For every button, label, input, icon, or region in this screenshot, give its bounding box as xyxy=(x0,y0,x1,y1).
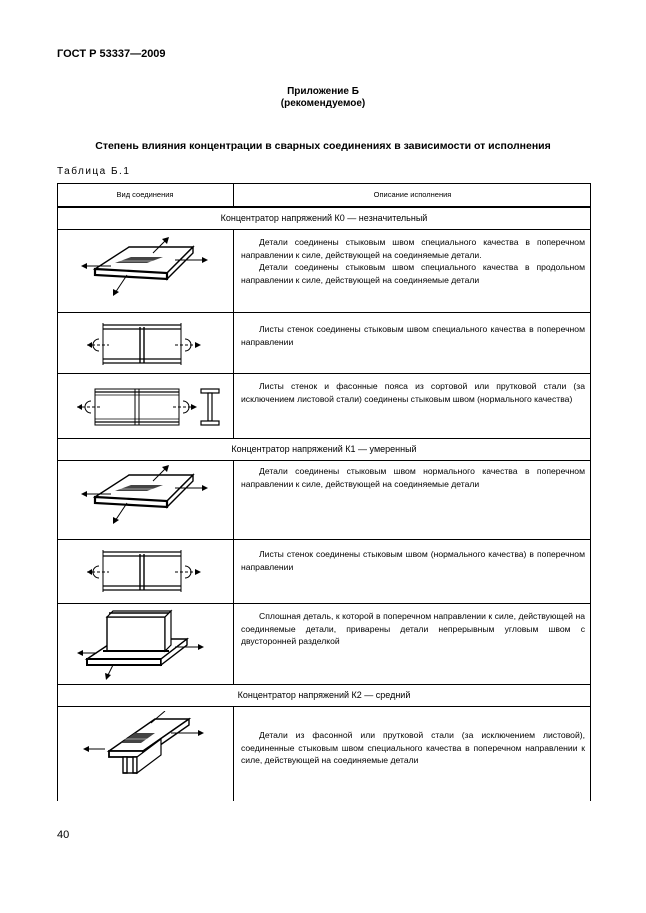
description-k2-1 xyxy=(241,729,585,767)
profile-butt-weld-icon xyxy=(79,711,219,806)
appendix-title: Приложение Б xyxy=(287,86,359,97)
description-paragraph: Листы стенок соединены стыковым швом специального качества в поперечном направлении xyxy=(241,324,585,347)
web-plate-butt-weld-icon xyxy=(73,319,213,374)
description-k1-3 xyxy=(241,610,585,648)
table-label: Таблица Б.1 xyxy=(57,166,131,177)
fillet-weld-plate-icon xyxy=(77,607,217,688)
description-k1-2 xyxy=(241,548,585,573)
description-paragraph: Листы стенок соединены стыковым швом (нормального качества) в поперечном направлении xyxy=(241,549,585,572)
description-paragraph: Детали соединены стыковым швом специального качества в продольном направлении к силе, действующей на соединяемые детали xyxy=(241,262,585,285)
description-paragraph: Детали из фасонной или прутковой стали (за исключением листовой), соединенные стыковым швом специального качества в поперечном направлении к силе, действующей на соединяемые детали xyxy=(241,730,585,765)
description-paragraph: Сплошная деталь, к которой в поперечном направлении к силе, действующей на соединяемые детали, приварены детали непрерывным угловым швом с двусторонней разделкой xyxy=(241,611,585,646)
description-paragraph: Листы стенок и фасонные пояса из сортовой или прутковой стали (за исключением листовой стали) соединены стыковым швом (нормального качества) xyxy=(241,381,585,404)
section-title-k1: Концентратор напряжений К1 — умеренный xyxy=(231,444,417,454)
description-k0-1 xyxy=(241,236,585,286)
joint-table xyxy=(57,183,591,801)
description-k0-3 xyxy=(241,380,585,405)
appendix-status: (рекомендуемое) xyxy=(280,98,366,109)
description-k1-1 xyxy=(241,465,585,490)
web-plate-butt-weld-icon xyxy=(73,546,213,601)
butt-weld-plate-icon xyxy=(75,235,215,312)
document-title: Степень влияния концентрации в сварных соединениях в зависимости от исполнения xyxy=(95,140,551,152)
description-k0-2 xyxy=(241,323,585,348)
description-paragraph: Детали соединены стыковым швом нормального качества в поперечном направлении к силе, действующей на соединяемые детали xyxy=(241,466,585,489)
section-title-k0: Концентратор напряжений К0 — незначительный xyxy=(220,213,428,223)
standard-header: ГОСТ Р 53337—2009 xyxy=(57,48,166,60)
section-title-k2: Концентратор напряжений К2 — средний xyxy=(237,690,411,700)
col-header-joint-type: Вид соединения xyxy=(116,190,174,199)
page-number: 40 xyxy=(57,829,70,841)
col-header-description: Описание исполнения xyxy=(373,190,452,199)
flange-section-butt-weld-icon xyxy=(67,381,227,438)
description-paragraph: Детали соединены стыковым швом специального качества в поперечном направлении к силе, действующей на соединяемые детали. xyxy=(241,237,585,260)
butt-weld-plate-icon xyxy=(75,463,215,540)
